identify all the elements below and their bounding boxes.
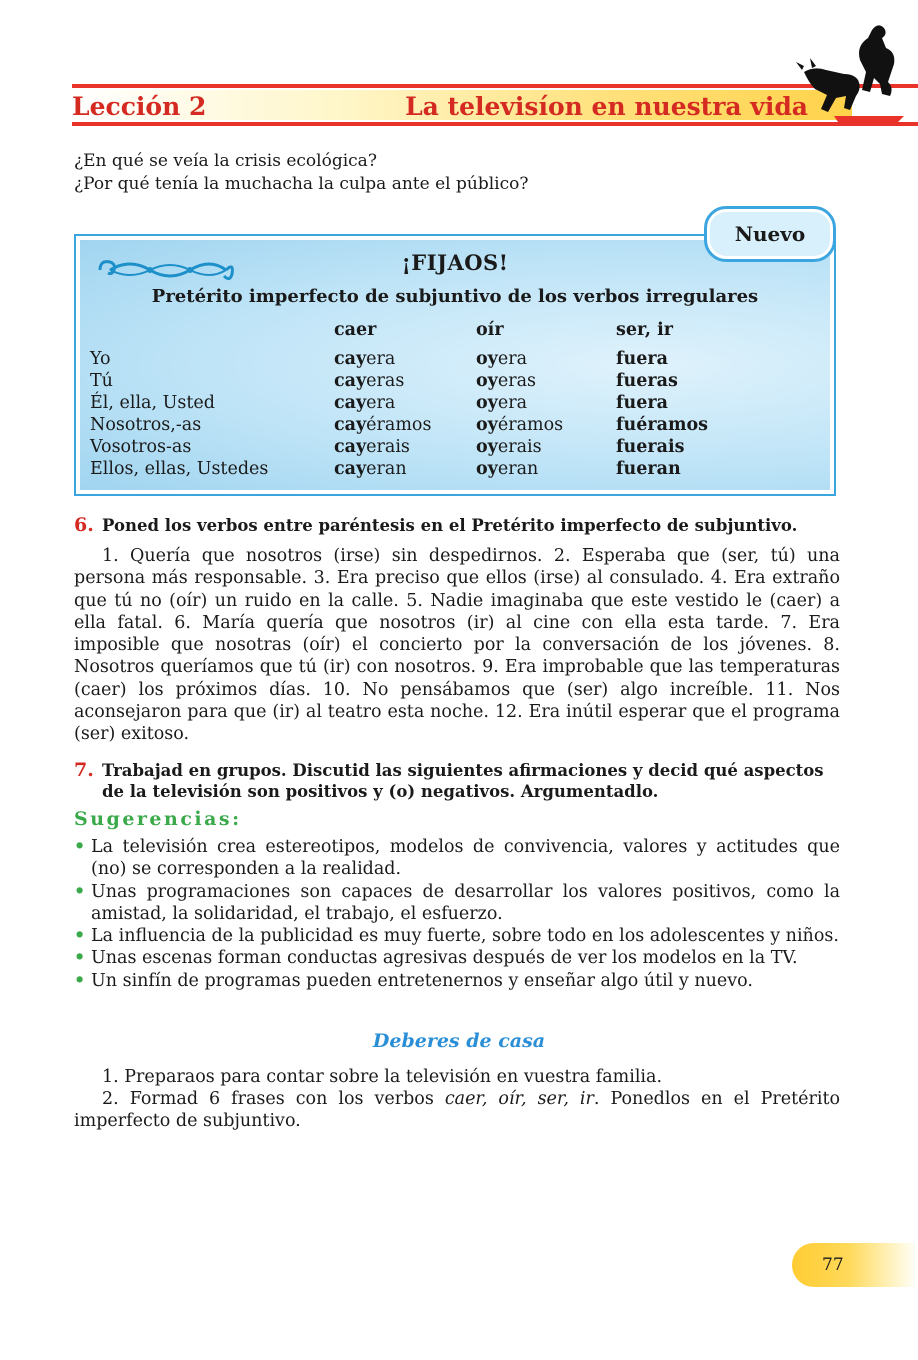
person: Tú bbox=[90, 371, 113, 391]
form-oir: oyera bbox=[476, 393, 527, 413]
column-header: caer bbox=[334, 320, 377, 340]
exercise-instruction: Poned los verbos entre paréntesis en el Pretérito imperfecto de subjuntivo. bbox=[102, 516, 798, 535]
exercise-6-heading bbox=[74, 515, 844, 536]
form-oir: oyéramos bbox=[476, 415, 564, 435]
form-ser-ir: fuera bbox=[616, 349, 668, 369]
form-ser-ir: fuéramos bbox=[616, 415, 708, 435]
form-oir: oyeran bbox=[476, 459, 539, 479]
list-item: • Unas programaciones son capaces de desarrollar los valores positivos, como la amistad, la solidaridad, el trabajo, el esfuerzo. bbox=[74, 881, 840, 926]
list-item: • Un sinfín de programas pueden entretenernos y enseñar algo útil y nuevo. bbox=[74, 970, 840, 992]
bullfighter-icon bbox=[794, 20, 914, 132]
header-top-stripe bbox=[72, 84, 918, 88]
grammar-box bbox=[74, 234, 836, 496]
form-oir: oyerais bbox=[476, 437, 542, 457]
header-underline bbox=[72, 122, 918, 126]
homework-item-2: 2. Formad 6 frases con los verbos caer, oír, ser, ir. Ponedlos en el Pretérito imperfecto de subjuntivo. bbox=[74, 1089, 841, 1132]
form-caer: cayeran bbox=[334, 459, 407, 479]
form-ser-ir: fuerais bbox=[616, 437, 685, 457]
person: Nosotros,-as bbox=[90, 415, 202, 435]
form-caer: cayera bbox=[334, 393, 396, 413]
lesson-title: La televisíon en nuestra vida bbox=[405, 92, 808, 121]
person: Vosotros-as bbox=[90, 437, 192, 457]
sugerencias-title: Sugerencias: bbox=[74, 808, 242, 830]
exercise-6-text: 1. Quería que nosotros (irse) sin despedirnos. 2. Esperaba que (ser, tú) una persona más responsable. 3. Era preciso que ellos (irse) al consulado. 4. Era extraño que tú no (oír) un ruido en la calle. 5. Nadie imaginaba que este vestido le (caer) a ella fatal. 6. María quería que nosotros (ir) al cine con ella esta tarde. 7. Era imposible que nosotras (oír) el concierto por la conversación de los jóvenes. 8. Nosotros queríamos que tú (ir) con nosotros. 9. Era improbable que las temperaturas (caer) los próximos días. 10. No pensábamos que (ser) algo increíble. 11. Nos aconsejaron para que (ir) al teatro esta noche. 12. Era inútil esperar que el programa (ser) exitoso. bbox=[74, 546, 840, 745]
homework-item-1: 1. Preparaos para contar sobre la televisión en vuestra familia. bbox=[102, 1067, 663, 1087]
exercise-instruction: Trabajad en grupos. Discutid las siguientes afirmaciones y decid qué aspectos de la televisión son positivos y (o) negativos. Argumentadlo. bbox=[102, 761, 824, 801]
lesson-header bbox=[0, 84, 918, 128]
nuevo-badge: Nuevo bbox=[704, 206, 836, 262]
exercise-7-heading bbox=[74, 760, 844, 802]
person: Ellos, ellas, Ustedes bbox=[90, 459, 269, 479]
form-caer: cayeras bbox=[334, 371, 405, 391]
homework-verbs: caer, oír, ser, ir bbox=[444, 1089, 594, 1109]
form-ser-ir: fueras bbox=[616, 371, 678, 391]
form-oir: oyera bbox=[476, 349, 527, 369]
lesson-number: Lección 2 bbox=[72, 92, 207, 121]
column-header: oír bbox=[476, 320, 504, 340]
deberes-title: Deberes de casa bbox=[372, 1030, 546, 1052]
box-title: ¡FIJAOS! bbox=[401, 250, 509, 275]
sugerencias-list bbox=[74, 836, 840, 992]
page-number-tab bbox=[792, 1243, 918, 1287]
form-caer: cayerais bbox=[334, 437, 410, 457]
page-number: 77 bbox=[822, 1255, 844, 1275]
list-item: • La influencia de la publicidad es muy fuerte, sobre todo en los adolescentes y niños. bbox=[74, 925, 840, 947]
column-header: ser, ir bbox=[616, 320, 673, 340]
list-item: • La televisión crea estereotipos, modelos de convivencia, valores y actitudes que (no) se corresponden a la realidad. bbox=[74, 836, 840, 881]
intro-questions bbox=[74, 150, 844, 196]
intro-question: ¿En qué se veía la crisis ecológica? bbox=[74, 151, 377, 171]
form-ser-ir: fueran bbox=[616, 459, 681, 479]
exercise-number: 7. bbox=[74, 759, 94, 781]
form-oir: oyeras bbox=[476, 371, 536, 391]
person: Yo bbox=[90, 349, 111, 369]
form-caer: cayéramos bbox=[334, 415, 432, 435]
form-caer: cayera bbox=[334, 349, 396, 369]
exercise-number: 6. bbox=[74, 514, 94, 536]
person: Él, ella, Usted bbox=[90, 393, 215, 413]
form-ser-ir: fuera bbox=[616, 393, 668, 413]
intro-question: ¿Por qué tenía la muchacha la culpa ante el público? bbox=[74, 174, 529, 194]
list-item: • Unas escenas forman conductas agresivas después de ver los modelos en la TV. bbox=[74, 947, 840, 969]
box-subtitle: Pretérito imperfecto de subjuntivo de los verbos irregulares bbox=[151, 286, 759, 307]
